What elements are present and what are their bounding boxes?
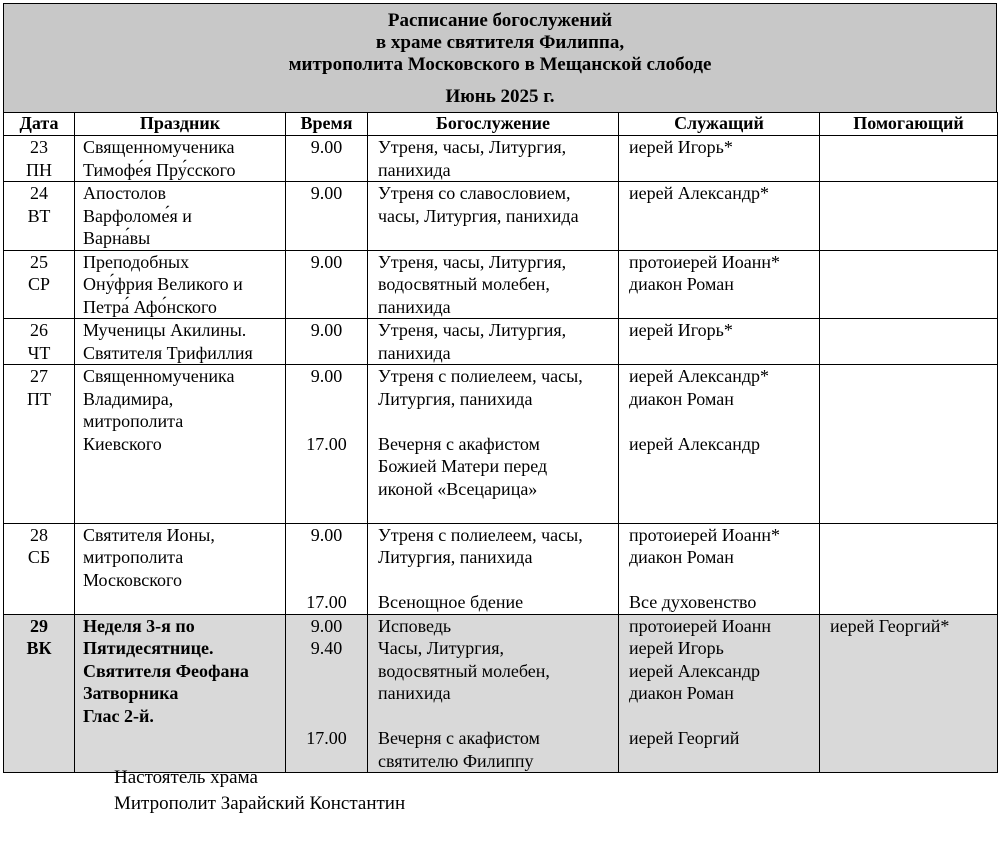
clergy-cell — [619, 365, 820, 524]
feast-cell-line: Священномученика — [83, 137, 235, 157]
feast-cell-line: Святителя Трифиллия — [83, 342, 253, 363]
date-cell — [4, 182, 75, 251]
clergy-cell-line — [629, 227, 819, 250]
day-number: 25 — [30, 251, 48, 272]
weekday: ЧТ — [27, 342, 51, 363]
feast-cell — [75, 136, 286, 182]
feast-cell-line: Святителя Феофана — [83, 660, 249, 681]
time-cell-line — [286, 227, 367, 250]
feast-cell-line: Ону́фрия Великого и — [83, 274, 243, 294]
time-cell-line: 9.00 — [310, 251, 343, 272]
day-number: 26 — [30, 320, 48, 340]
time-cell — [286, 250, 368, 319]
service-cell-line: панихида — [378, 159, 451, 180]
feast-cell-line: Священномученика — [83, 366, 235, 386]
helper-cell-line — [830, 182, 997, 205]
feast-cell-line: Тимофе́я Пру́сского — [83, 159, 236, 180]
clergy-cell — [619, 523, 820, 614]
clergy-cell — [619, 250, 820, 319]
table-row — [4, 182, 998, 251]
time-cell-line — [286, 273, 367, 296]
helper-cell-line — [830, 319, 997, 342]
time-cell-line — [286, 410, 367, 433]
time-cell-line — [286, 205, 367, 228]
date-cell — [4, 250, 75, 319]
clergy-cell-line — [629, 455, 819, 478]
table-row — [4, 250, 998, 319]
table-row — [4, 319, 998, 365]
clergy-cell-line — [629, 205, 819, 228]
clergy-cell — [619, 614, 820, 773]
service-cell-line: панихида — [378, 296, 451, 317]
feast-cell-line: Глас 2-й. — [83, 705, 154, 726]
time-cell — [286, 319, 368, 365]
service-cell-line: иконой «Всецарица» — [378, 478, 538, 499]
feast-cell — [75, 365, 286, 524]
feast-cell-line: Варфоломе́я и — [83, 205, 192, 226]
feast-cell-line — [83, 455, 285, 478]
feast-cell-line: Святителя Ионы, — [83, 524, 215, 545]
time-cell-line: 9.00 — [310, 183, 343, 203]
weekday: ПТ — [27, 388, 51, 409]
time-cell — [286, 523, 368, 614]
time-cell — [286, 182, 368, 251]
service-cell-line: святителю Филиппу — [378, 750, 534, 771]
column-header-feast: Праздник — [75, 113, 286, 136]
clergy-cell-line: иерей Игорь* — [629, 320, 733, 340]
service-cell — [368, 319, 619, 365]
time-cell-line — [286, 569, 367, 592]
time-cell-line — [286, 682, 367, 705]
service-cell-line: Утреня с полиелеем, часы, — [378, 524, 583, 545]
clergy-cell — [619, 182, 820, 251]
feast-cell-line — [83, 591, 285, 614]
schedule-body — [4, 136, 998, 773]
weekday: ВТ — [27, 205, 51, 226]
day-number: 29 — [30, 615, 48, 636]
service-cell-line — [378, 410, 618, 433]
service-cell-line — [378, 227, 618, 250]
service-cell-line: Исповедь — [378, 615, 452, 636]
day-number: 24 — [30, 183, 48, 203]
day-number: 23 — [30, 137, 48, 157]
service-cell-line: Утреня, часы, Литургия, — [378, 137, 567, 157]
helper-cell — [820, 136, 998, 182]
schedule-table — [3, 112, 998, 773]
service-cell-line: Утреня, часы, Литургия, — [378, 251, 567, 272]
helper-cell-line — [830, 524, 997, 547]
service-cell-line: Божией Матери перед — [378, 456, 548, 476]
time-cell — [286, 614, 368, 773]
service-cell-line: Часы, Литургия, — [378, 638, 505, 658]
clergy-cell-line: диакон Роман — [629, 274, 734, 294]
time-cell-line — [286, 500, 367, 523]
clergy-cell-line: диакон Роман — [629, 547, 734, 567]
clergy-cell-line — [629, 569, 819, 592]
feast-cell — [75, 250, 286, 319]
service-cell — [368, 136, 619, 182]
service-cell-line: Вечерня с акафистом — [378, 728, 540, 748]
rector-title: Настоятель храма — [114, 767, 258, 788]
weekday: ПН — [26, 159, 52, 180]
clergy-cell-line: иерей Игорь* — [629, 137, 733, 157]
rector-name: Митрополит Зарайский Константин — [114, 793, 406, 814]
date-cell — [4, 319, 75, 365]
date-cell — [4, 523, 75, 614]
feast-cell-line: митрополита — [83, 547, 184, 567]
helper-cell — [820, 614, 998, 773]
helper-cell — [820, 523, 998, 614]
service-cell — [368, 365, 619, 524]
title-line: в храме святителя Филиппа, — [375, 32, 625, 53]
column-header-time: Время — [286, 113, 368, 136]
clergy-cell-line: иерей Александр — [629, 433, 761, 454]
service-cell-line: водосвятный молебен, — [378, 274, 550, 294]
feast-cell-line: Пятидесятнице. — [83, 638, 214, 658]
clergy-cell-line — [629, 296, 819, 319]
day-number: 28 — [30, 524, 48, 545]
feast-cell — [75, 523, 286, 614]
time-cell-line — [286, 159, 367, 182]
time-cell-line — [286, 388, 367, 411]
helper-cell — [820, 182, 998, 251]
time-cell-line: 9.00 — [310, 615, 343, 636]
clergy-cell-line: иерей Александр — [629, 660, 761, 681]
clergy-cell-line: диакон Роман — [629, 683, 734, 703]
service-cell-line: Литургия, панихида — [378, 547, 533, 567]
helper-cell-line — [830, 365, 997, 388]
clergy-cell-line: иерей Георгий — [629, 728, 740, 748]
clergy-cell-line — [629, 159, 819, 182]
signature-block — [114, 765, 405, 817]
time-cell-line — [286, 660, 367, 683]
feast-cell — [75, 319, 286, 365]
time-cell-line: 9.40 — [310, 638, 343, 658]
service-cell-line — [378, 569, 618, 592]
time-cell-line — [286, 546, 367, 569]
date-cell — [4, 365, 75, 524]
feast-cell-line: митрополита — [83, 411, 184, 431]
clergy-cell-line: протоиерей Иоанн — [629, 615, 772, 636]
service-cell-line: водосвятный молебен, — [378, 660, 550, 681]
title-line: Расписание богослужений — [387, 10, 613, 31]
service-cell-line: Утреня со славословием, — [378, 183, 571, 203]
clergy-cell-line: Все духовенство — [629, 592, 757, 612]
service-cell-line — [378, 705, 618, 728]
clergy-cell — [619, 319, 820, 365]
service-cell-line: панихида — [378, 342, 451, 363]
feast-cell-line: Неделя 3-я по — [83, 615, 195, 636]
column-header-service: Богослужение — [368, 113, 619, 136]
service-cell-line: Литургия, панихида — [378, 388, 533, 409]
date-cell — [4, 136, 75, 182]
time-cell-line: 17.00 — [306, 433, 347, 454]
clergy-cell-line: иерей Александр* — [629, 366, 770, 386]
weekday: СР — [27, 274, 51, 294]
feast-cell-line: Преподобных — [83, 251, 190, 272]
clergy-cell-line: протоиерей Иоанн* — [629, 251, 781, 272]
time-cell-line: 17.00 — [306, 728, 347, 748]
time-cell-line: 9.00 — [310, 524, 343, 545]
feast-cell-line: Мученицы Акилины. — [83, 320, 247, 340]
time-cell-line: 9.00 — [310, 320, 343, 340]
time-cell-line: 9.00 — [310, 366, 343, 386]
month-label: Июнь 2025 г. — [445, 86, 555, 107]
service-cell — [368, 250, 619, 319]
time-cell-line: 17.00 — [306, 592, 347, 612]
feast-cell-line: Московского — [83, 569, 182, 590]
table-row — [4, 614, 998, 773]
service-cell — [368, 523, 619, 614]
feast-cell — [75, 614, 286, 773]
feast-cell-line: Владимира, — [83, 388, 174, 409]
column-header-date: Дата — [4, 113, 75, 136]
table-row — [4, 523, 998, 614]
table-row — [4, 136, 998, 182]
feast-cell — [75, 182, 286, 251]
column-header-clergy: Служащий — [619, 113, 820, 136]
feast-cell-line: Апостолов — [83, 183, 166, 203]
feast-cell-line — [83, 727, 285, 750]
weekday: ВК — [26, 638, 52, 658]
clergy-cell-line — [629, 410, 819, 433]
helper-cell — [820, 365, 998, 524]
time-cell-line — [286, 705, 367, 728]
service-cell-line: Утреня с полиелеем, часы, — [378, 366, 583, 386]
clergy-cell — [619, 136, 820, 182]
service-cell-line: Всенощное бдение — [378, 592, 524, 612]
service-cell-line: Утреня, часы, Литургия, — [378, 320, 567, 340]
clergy-cell-line — [629, 500, 819, 523]
feast-cell-line: Петра́ Афо́нского — [83, 296, 217, 317]
helper-cell — [820, 319, 998, 365]
clergy-cell-line: иерей Игорь — [629, 638, 724, 658]
title-line: митрополита Московского в Мещанской слободе — [288, 54, 712, 75]
schedule-sheet — [3, 3, 997, 773]
helper-cell-line — [830, 136, 997, 159]
table-header-row — [4, 113, 998, 136]
clergy-cell-line: диакон Роман — [629, 388, 734, 409]
schedule-header — [3, 3, 997, 112]
clergy-cell-line: протоиерей Иоанн* — [629, 524, 781, 545]
time-cell — [286, 136, 368, 182]
service-cell-line — [378, 500, 618, 523]
clergy-cell-line — [629, 750, 819, 773]
feast-cell-line — [83, 478, 285, 501]
service-cell-line: часы, Литургия, панихида — [378, 205, 579, 226]
feast-cell-line: Киевского — [83, 433, 162, 454]
service-cell — [368, 614, 619, 773]
table-row — [4, 365, 998, 524]
date-cell — [4, 614, 75, 773]
time-cell-line — [286, 478, 367, 501]
clergy-cell-line: иерей Александр* — [629, 183, 770, 203]
feast-cell-line: Затворника — [83, 683, 179, 703]
time-cell — [286, 365, 368, 524]
feast-cell-line — [83, 500, 285, 523]
time-cell-line — [286, 342, 367, 365]
time-cell-line: 9.00 — [310, 137, 343, 157]
clergy-cell-line — [629, 705, 819, 728]
time-cell-line — [286, 296, 367, 319]
service-cell-line: Вечерня с акафистом — [378, 433, 540, 454]
weekday: СБ — [27, 547, 51, 567]
clergy-cell-line — [629, 342, 819, 365]
feast-cell-line: Варна́вы — [83, 228, 151, 248]
service-cell — [368, 182, 619, 251]
time-cell-line — [286, 455, 367, 478]
service-cell-line: панихида — [378, 683, 451, 703]
helper-cell — [820, 250, 998, 319]
clergy-cell-line — [629, 478, 819, 501]
column-header-helper: Помогающий — [820, 113, 998, 136]
helper-cell-line — [830, 251, 997, 274]
helper-cell-line: иерей Георгий* — [830, 615, 950, 636]
day-number: 27 — [30, 366, 48, 386]
